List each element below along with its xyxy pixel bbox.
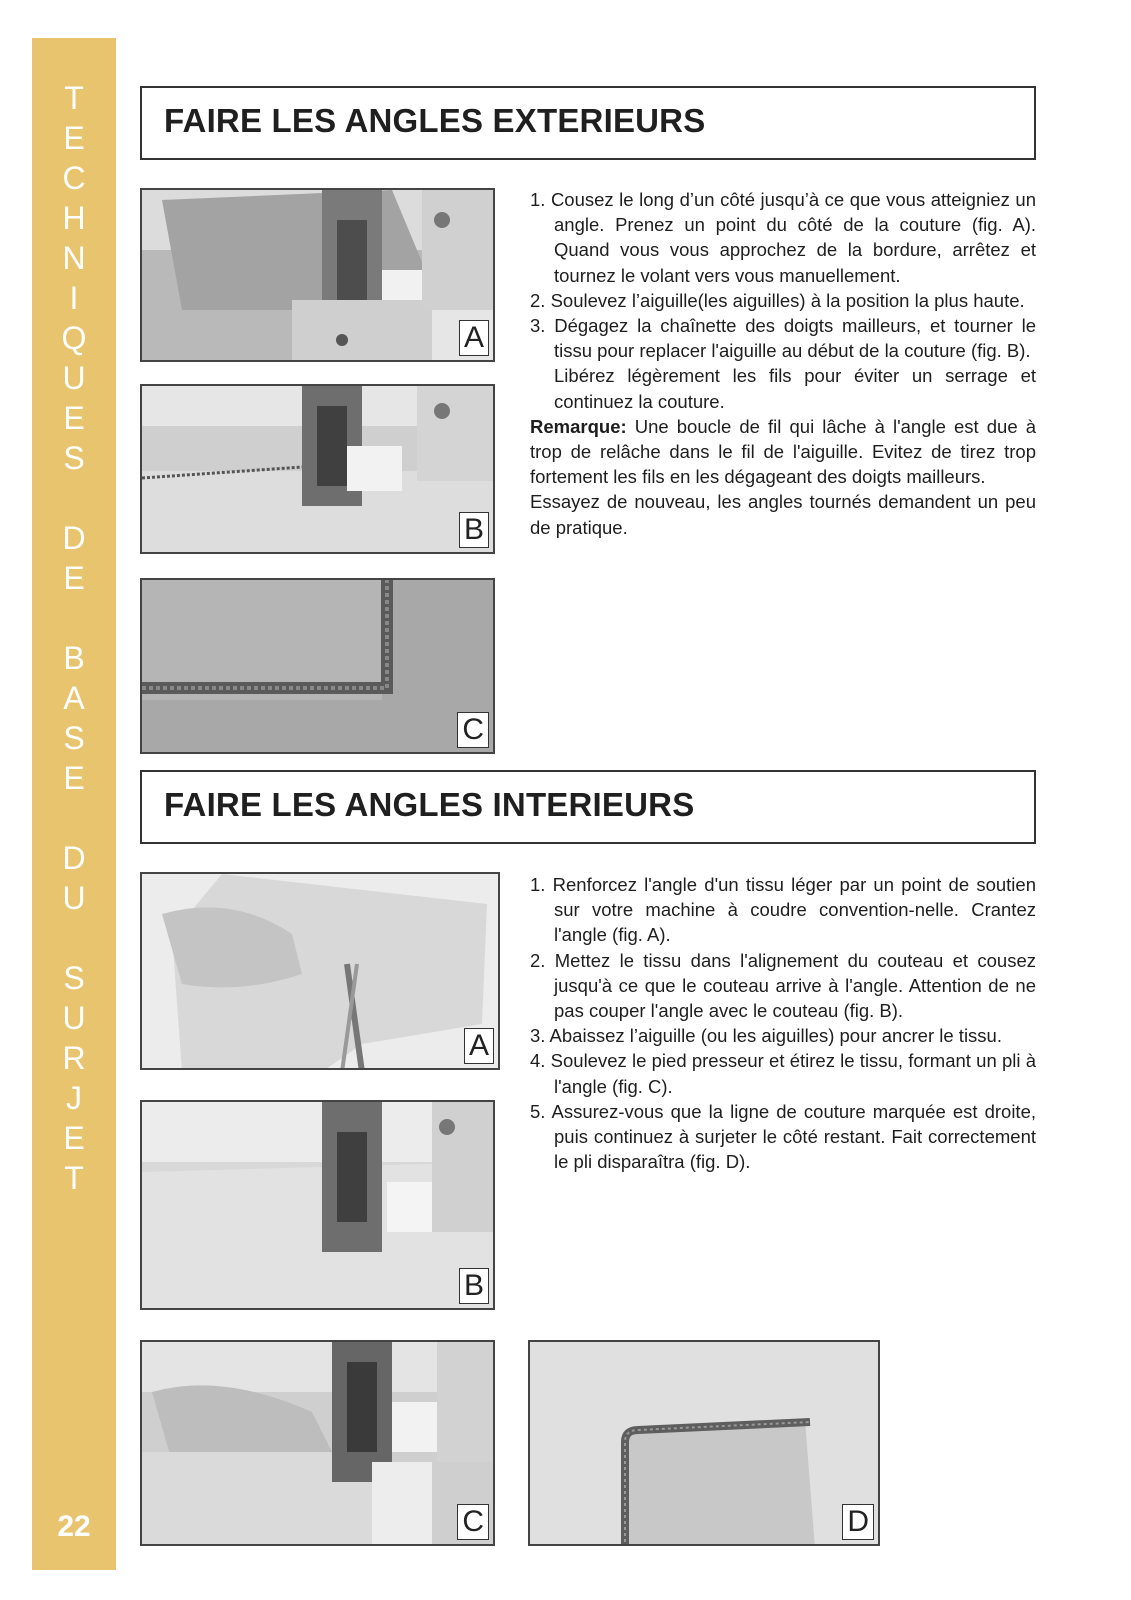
step-4: 4. Soulevez le pied presseur et étirez le tissu, formant un pli à l'angle (fig. C).	[530, 1050, 1036, 1097]
sidebar-letter: U	[62, 360, 86, 396]
section-title-interior: FAIRE LES ANGLES INTERIEURS	[164, 786, 695, 823]
sidebar-letter: D	[62, 840, 86, 876]
photo-exterior-fig-b	[140, 384, 495, 554]
sidebar-letter: U	[62, 880, 86, 916]
step-1: 1. Renforcez l'angle d'un tissu léger par un point de soutien sur votre machine à coudre convention-nelle. Crantez l'angle (fig. A).	[530, 874, 1036, 946]
figure-label-d-interior: D	[842, 1504, 874, 1540]
section-title-box-exterior	[140, 86, 1036, 160]
note-text: Une boucle de fil qui lâche à l'angle est due à trop de relâche dans le fil de l'aiguille. Evitez de tirez trop fortement les fils en les dégageant des doigts mailleurs.	[530, 415, 1036, 488]
sidebar-letter: E	[63, 760, 85, 796]
photo-interior-fig-c	[140, 1340, 495, 1546]
sidebar-letter: T	[64, 1160, 84, 1196]
note-paragraph-2: Essayez de nouveau, les angles tournés demandent un peu de pratique.	[530, 491, 1036, 538]
sidebar-letter: S	[63, 960, 85, 996]
instructions-exterior	[530, 187, 1036, 540]
sidebar-letter: S	[63, 440, 85, 476]
sidebar-letter: J	[66, 1080, 82, 1116]
step-3: 3. Abaissez l’aiguille (ou les aiguilles) pour ancrer le tissu.	[530, 1025, 1002, 1047]
sidebar-letter: R	[62, 1040, 86, 1076]
sidebar-letter: E	[63, 1120, 85, 1156]
sidebar-letter: D	[62, 520, 86, 556]
sidebar-letter: S	[63, 720, 85, 756]
note-paragraph	[530, 414, 1036, 490]
sidebar-letter: T	[64, 80, 84, 116]
step-2: 2. Mettez le tissu dans l'alignement du couteau et cousez jusqu'à ce que le couteau arrive à l'angle. Attention de ne pas couper l'angle avec le couteau (fig. B).	[530, 949, 1036, 1022]
page-number: 22	[57, 1510, 91, 1543]
photo-interior-fig-a	[140, 872, 500, 1070]
sidebar-letter: I	[69, 280, 79, 316]
figure-label-a-interior: A	[464, 1028, 494, 1064]
section-title-box-interior	[140, 770, 1036, 844]
step-5: 5. Assurez-vous que la ligne de couture marquée est droite, puis continuez à surjeter le côté restant. Fait correctement le pli disparaîtra (fig. D).	[530, 1100, 1036, 1173]
step-3: 3. Dégagez la chaînette des doigts mailleurs, et tourner le tissu pour replacer l'aiguille au début de la couture (fig. B).	[530, 315, 1036, 362]
sidebar-band	[32, 38, 116, 1570]
sidebar-letter: A	[63, 680, 85, 716]
photo-interior-fig-d	[528, 1340, 880, 1546]
figure-label-c: C	[457, 712, 489, 748]
photo-interior-fig-b	[140, 1100, 495, 1310]
figure-label-a: A	[459, 320, 489, 356]
sidebar-letter: N	[62, 240, 86, 276]
sidebar-letter: B	[63, 640, 85, 676]
note-label: Remarque:	[530, 415, 627, 437]
figure-label-c-interior: C	[457, 1504, 489, 1540]
sidebar-letter: Q	[61, 320, 87, 356]
sidebar-letter: H	[62, 200, 86, 236]
sidebar-letter: U	[62, 1000, 86, 1036]
sidebar-letter: E	[63, 400, 85, 436]
section-title-exterior: FAIRE LES ANGLES EXTERIEURS	[164, 102, 706, 139]
sidebar-letter: E	[63, 120, 85, 156]
sidebar-letter: C	[62, 160, 86, 196]
step-1: 1. Cousez le long d’un côté jusqu’à ce que vous atteigniez un angle. Prenez un point du côté de la couture (fig. A). Quand vous vous approchez de la bordure, arrêtez et tournez le volant vers vous manuellement.	[530, 189, 1036, 286]
instructions-interior	[530, 872, 1036, 1174]
photo-exterior-fig-c	[140, 578, 495, 754]
step-2: 2. Soulevez l’aiguille(les aiguilles) à la position la plus haute.	[530, 289, 1025, 311]
figure-label-b: B	[459, 512, 489, 548]
figure-label-b-interior: B	[459, 1268, 489, 1304]
sidebar-letter: E	[63, 560, 85, 596]
photo-exterior-fig-a	[140, 188, 495, 362]
step-3-continued: Libérez légèrement les fils pour éviter un serrage et continuez la couture.	[554, 365, 1036, 412]
